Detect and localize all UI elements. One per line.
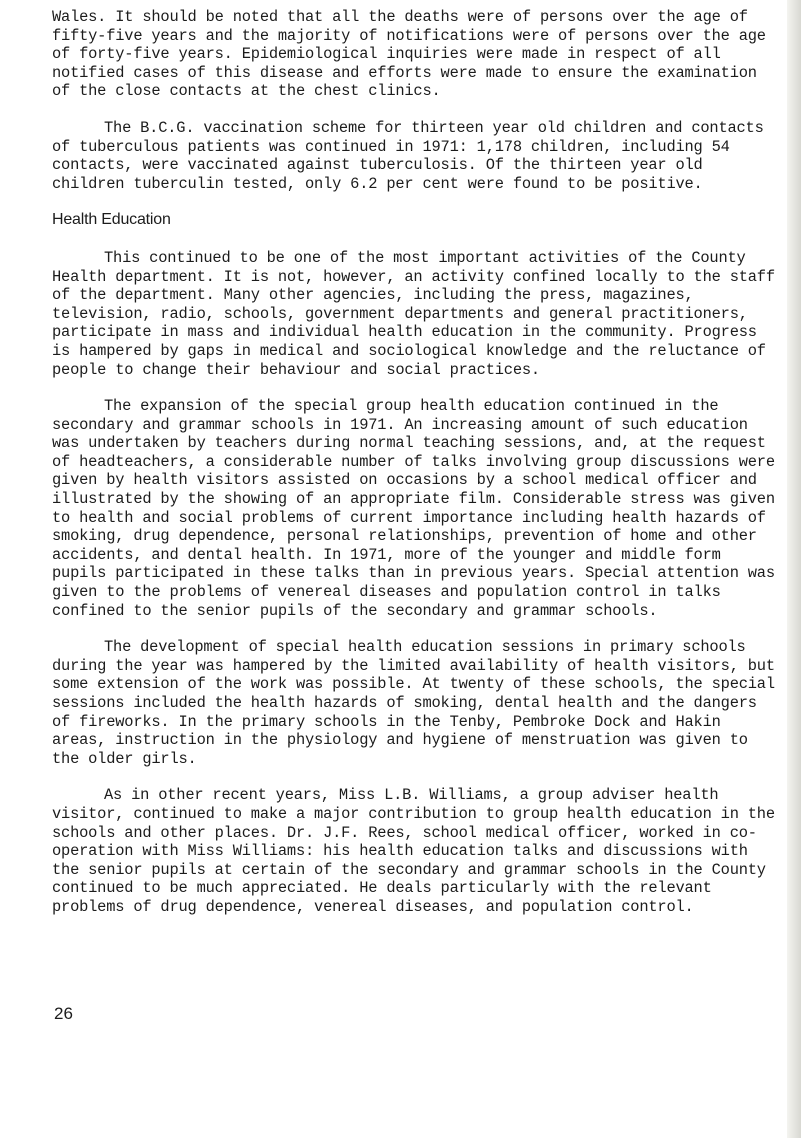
paragraph-primary-schools: The development of special health education sessions in primary schools during the year was hampered by the limited availability of health visitors, but some extension of the work was possible. At twenty of these schools, the special sessions included the health hazards of smoking, dental health and the dangers of fireworks. In the primary schools in the Tenby, Pembroke Dock and Hakin areas, instruction in the physiology and hygiene of menstruation was given to the older girls. bbox=[52, 638, 775, 768]
paragraph-health-education-activities: This continued to be one of the most important activities of the County Health department. It is not, however, an activity confined locally to the staff of the department. Many other agencies, including the press, magazines, television, radio, schools, government departments and general practitioners, participate in mass and individual health education in the community. Progress is hampered by gaps in medical and sociological knowledge and the reluctance of people to change their behaviour and social practices. bbox=[52, 248, 775, 379]
document-page bbox=[52, 8, 782, 935]
page-edge-shadow bbox=[787, 0, 801, 1138]
paragraph-tb-deaths: Wales. It should be noted that all the deaths were of persons over the age of fifty-five years and the majority of notifications were of persons over the age of forty-five years. Epidemiological inquiries were made in respect of all notified cases of this disease and efforts were made to ensure the examination of the close contacts at the chest clinics. bbox=[52, 8, 766, 101]
paragraph-special-group-education: The expansion of the special group health education continued in the secondary and grammar schools in 1971. An increasing amount of such education was undertaken by teachers during normal teaching sessions, and, at the request of headteachers, a considerable number of talks involving group discussions were given by health visitors assisted on occasions by a school medical officer and illustrated by the showing of an appropriate film. Considerable stress was given to health and social problems of current importance including health hazards of smoking, drug dependence, personal relationships, prevention of home and other accidents, and dental health. In 1971, more of the younger and middle form pupils participated in these talks than in previous years. Special attention was given to the problems of venereal diseases and population control in talks confined to the senior pupils of the secondary and grammar schools. bbox=[52, 397, 775, 620]
paragraph-bcg-vaccination: The B.C.G. vaccination scheme for thirteen year old children and contacts of tuberculous patients was continued in 1971: 1,178 children, including 54 contacts, were vaccinated against tuberculosis. Of the thirteen year old children tuberculin tested, only 6.2 per cent were found to be positive. bbox=[52, 118, 764, 193]
page-number: 26 bbox=[54, 1004, 73, 1023]
paragraph-group-adviser: As in other recent years, Miss L.B. Williams, a group adviser health visitor, continued to make a major contribution to group health education in the schools and other places. Dr. J.F. Rees, school medical officer, worked in co-operation with Miss Williams: his health education talks and discussions with the senior pupils at certain of the secondary and grammar schools in the County continued to be much appreciated. He deals particularly with the relevant problems of drug dependence, venereal diseases, and population control. bbox=[52, 786, 775, 916]
section-heading-health-education: Health Education bbox=[52, 211, 171, 229]
